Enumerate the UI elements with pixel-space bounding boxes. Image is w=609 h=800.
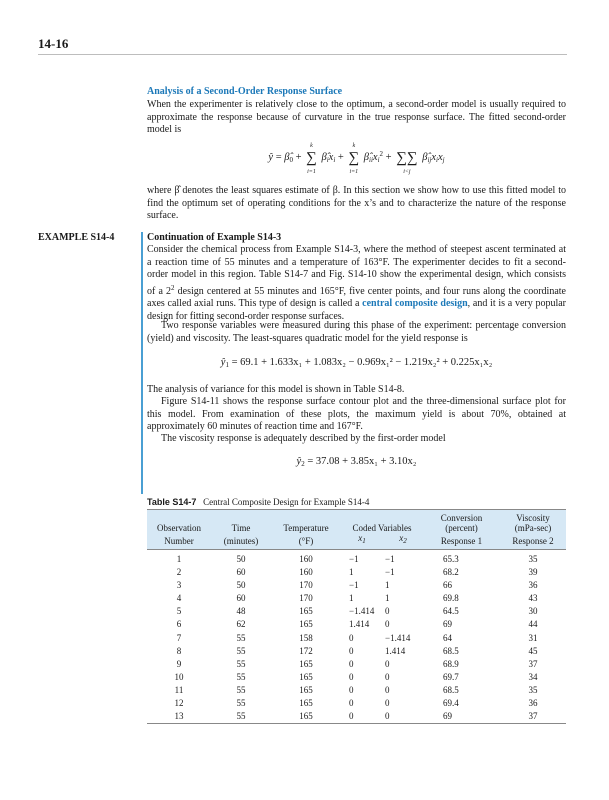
cell-x1: −1: [349, 580, 359, 591]
cell-x1: 1: [349, 593, 354, 604]
cell-x2: 0: [385, 619, 390, 630]
cell-viscosity: 45: [528, 645, 538, 656]
viscosity-model-equation: $ŷ_2 = 37.08 + 3.85x_1 + 3.10x_2$: [296, 456, 417, 468]
cell-x1: 0: [349, 658, 354, 669]
cell-conversion: 64.5: [443, 606, 459, 617]
section-title: Analysis of a Second-Order Response Surface: [147, 86, 343, 97]
cell-conversion: 69.8: [443, 593, 459, 604]
cell-observation: 9: [176, 658, 182, 669]
cell-viscosity: 37: [500, 710, 566, 724]
example-side-bar: [141, 232, 143, 494]
table-row: [147, 618, 566, 631]
cell-viscosity: 30: [528, 606, 538, 617]
header-coded-variables: Coded Variables: [352, 523, 412, 533]
table-row: [147, 592, 566, 605]
example-paragraph-1: Consider the chemical process from Example S14-3, where the method of steepest ascent terminated at a reaction time of 55 minutes and a temperature of 163°F. The experimenter decides to fit a second-order model in this region. Table S14-7 and Fig. S14-10 show the experimental design, which consists of a $2^2$ design centered at 55 minutes and 165°F, five center points, and four runs along the coordinate axes called axial runs. This type of design is called a central composite design, and it is a very popular design for fitting second-order response surfaces.: [147, 244, 566, 322]
cell-temperature: 160: [299, 567, 313, 578]
summation-symbol: k ∑ i=1: [306, 143, 317, 175]
cell-x1: 0: [349, 698, 354, 709]
table-row: [147, 579, 566, 592]
header-temperature: Temperature: [283, 523, 329, 533]
table-row: [147, 550, 566, 567]
page-number: 14-16: [38, 36, 69, 51]
table-row: [147, 684, 566, 697]
cell-viscosity: 36: [528, 698, 538, 709]
cell-conversion: 69.7: [443, 671, 459, 682]
cell-observation: 5: [176, 606, 182, 617]
cell-temperature: 165: [299, 606, 313, 617]
cell-conversion: 65.3: [443, 554, 459, 564]
cell-temperature: 165: [271, 710, 341, 724]
table-row: [147, 566, 566, 579]
cell-temperature: 165: [299, 684, 313, 695]
cell-conversion: 66: [443, 580, 452, 591]
cell-time: 48: [236, 606, 246, 617]
yield-model-equation: $ŷ_1 = 69.1 + 1.633x_1 + 1.083x_2 - 0.969x_1^2 - 1.219x_2^2 + 0.225x_1x_2$: [220, 357, 493, 369]
cell-x1: −1: [349, 554, 359, 564]
cell-observation: 10: [174, 671, 184, 682]
central-composite-design-table: Conversion Viscosity Observation Time Temperature Coded Variables (percent) (mPa-sec) Number (minutes) (°F) $x_1$ $x_2$ Response 1 Response 2 1 50 160 −1 −1 65.3 35 2 60 160 1 −1 68.2 39 3 50 170 −1 1 66 36 4 60 170 1 1 69.8 43 5 48 165 −1.414 0 64.5 30 6 62 165 1.414 0 69 44 7 55 158 0 −1.414 64 31 8 55 172 0 1.414 68.5 45 9 55 165 0 0 68.9 37 10 55 165 0 0 69.7 34 11 55 165 0 0 68.5 35 12 55 165 0 0 69.4 36 13 55 165 0 0 69 37: [147, 509, 566, 724]
cell-observation: 6: [176, 619, 182, 630]
cell-time: 55: [236, 698, 246, 709]
header-rule: [38, 54, 567, 55]
header-conversion: Conversion: [440, 513, 483, 523]
cell-conversion: 68.5: [443, 684, 459, 695]
cell-time: 60: [236, 567, 246, 578]
table-caption: [147, 497, 369, 507]
cell-x2: 1: [385, 580, 390, 591]
cell-viscosity: 35: [528, 554, 538, 564]
cell-time: 55: [236, 632, 246, 643]
cell-x2: 1.414: [385, 645, 406, 656]
example-paragraph-2: Two response variables were measured during this phase of the experiment: percentage conversion (yield) and viscosity. The least-squares quadratic model for the yield response is: [147, 320, 566, 344]
example-paragraph-3: The analysis of variance for this model is shown in Table S14-8.: [147, 384, 405, 395]
summation-symbol: k ∑ i=1: [348, 143, 360, 175]
example-title: Continuation of Example S14-3: [147, 232, 282, 243]
cell-viscosity: 37: [528, 658, 538, 669]
cell-temperature: 165: [299, 698, 313, 709]
second-order-model-equation: ŷ = $\betâ_0$ + k ∑ i=1 $\betâ_ix_i$ + k ∑ i=1 $\betâ_{ii}x_i^2$ + ∑∑ i<j $\betâ_{ij}x_ix_j$: [268, 143, 445, 175]
cell-temperature: 165: [299, 619, 313, 630]
cell-x1: 0: [349, 632, 354, 643]
cell-time: 50: [236, 554, 246, 564]
cell-observation: 11: [174, 684, 184, 695]
cell-x2: 0: [385, 684, 390, 695]
cell-viscosity: 35: [528, 684, 538, 695]
table-row: [147, 671, 566, 684]
cell-viscosity: 43: [528, 593, 538, 604]
cell-observation: 8: [176, 645, 182, 656]
cell-conversion: 69: [423, 710, 500, 724]
table-row: [147, 697, 566, 710]
cell-observation: 12: [174, 698, 184, 709]
table-body: [147, 550, 566, 724]
cell-temperature: 160: [299, 554, 313, 564]
cell-x1: −1.414: [349, 606, 375, 617]
cell-temperature: 172: [299, 645, 313, 656]
cell-x1: 0: [341, 710, 383, 724]
double-summation-symbol: ∑∑ i<j: [396, 150, 418, 175]
cell-observation: 3: [176, 580, 182, 591]
header-viscosity: Viscosity: [516, 513, 550, 523]
cell-time: 55: [236, 658, 246, 669]
header-x2: $x_2$: [383, 533, 423, 550]
cell-viscosity: 39: [528, 567, 538, 578]
cell-observation: 2: [176, 567, 182, 578]
cell-time: 60: [236, 593, 246, 604]
cell-viscosity: 44: [528, 619, 538, 630]
cell-x2: 1: [385, 593, 390, 604]
header-observation: Observation: [157, 523, 201, 533]
cell-time: 50: [236, 580, 246, 591]
table-row: [147, 632, 566, 645]
cell-x2: 0: [383, 710, 423, 724]
table-row: [147, 710, 566, 724]
cell-temperature: 170: [299, 593, 313, 604]
example-paragraph-4: Figure S14-11 shows the response surface contour plot and the three-dimensional surface plot for this model. From examination of these plots, the maximum yield is about 70%, obtained at approximately 60 minutes of reaction time and 167°F.: [147, 396, 566, 432]
cell-x2: −1: [385, 567, 395, 578]
example-label: EXAMPLE S14-4: [38, 232, 115, 243]
cell-conversion: 69: [443, 619, 452, 630]
cell-viscosity: 34: [528, 671, 538, 682]
cell-time: 55: [211, 710, 271, 724]
cell-x1: 0: [349, 684, 354, 695]
table-row: [147, 658, 566, 671]
cell-conversion: 68.2: [443, 567, 459, 578]
cell-x2: 0: [385, 698, 390, 709]
cell-time: 55: [236, 684, 246, 695]
table-caption-text: Central Composite Design for Example S14-4: [203, 497, 370, 507]
cell-temperature: 165: [299, 658, 313, 669]
cell-viscosity: 31: [528, 632, 538, 643]
cell-x1: 1.414: [349, 619, 370, 630]
cell-viscosity: 36: [528, 580, 538, 591]
cell-temperature: 165: [299, 671, 313, 682]
cell-conversion: 69.4: [443, 698, 459, 709]
central-composite-design-term: central composite design: [362, 298, 468, 309]
cell-x1: 1: [349, 567, 354, 578]
cell-observation: 4: [176, 593, 182, 604]
header-x1: $x_1$: [341, 533, 383, 550]
cell-conversion: 68.9: [443, 658, 459, 669]
section-after-equation: where β̂ denotes the least squares estimate of β. In this section we show how to use this fitted model to find the optimum set of operating conditions for the x’s and to characterize the nature of the response surface.: [147, 185, 566, 221]
cell-x1: 0: [349, 645, 354, 656]
cell-temperature: 170: [299, 580, 313, 591]
table-row: [147, 645, 566, 658]
cell-observation: 7: [176, 632, 182, 643]
cell-time: 55: [236, 645, 246, 656]
cell-temperature: 158: [299, 632, 313, 643]
cell-x1: 0: [349, 671, 354, 682]
cell-conversion: 64: [443, 632, 452, 643]
cell-time: 62: [236, 619, 246, 630]
cell-observation: 1: [176, 554, 182, 564]
table-row: [147, 605, 566, 618]
cell-conversion: 68.5: [443, 645, 459, 656]
cell-x2: 0: [385, 658, 390, 669]
table-caption-label: Table S14-7: [147, 497, 197, 507]
cell-x2: −1: [385, 554, 395, 564]
cell-observation: 13: [147, 710, 211, 724]
cell-x2: 0: [385, 671, 390, 682]
example-paragraph-5: The viscosity response is adequately described by the first-order model: [161, 433, 446, 444]
cell-x2: −1.414: [385, 632, 411, 643]
cell-time: 55: [236, 671, 246, 682]
section-intro: When the experimenter is relatively close to the optimum, a second-order model is usually required to approximate the response because of curvature in the true response surface. The fitted second-order model is: [147, 99, 566, 135]
cell-x2: 0: [385, 606, 390, 617]
header-time: Time: [231, 523, 251, 533]
